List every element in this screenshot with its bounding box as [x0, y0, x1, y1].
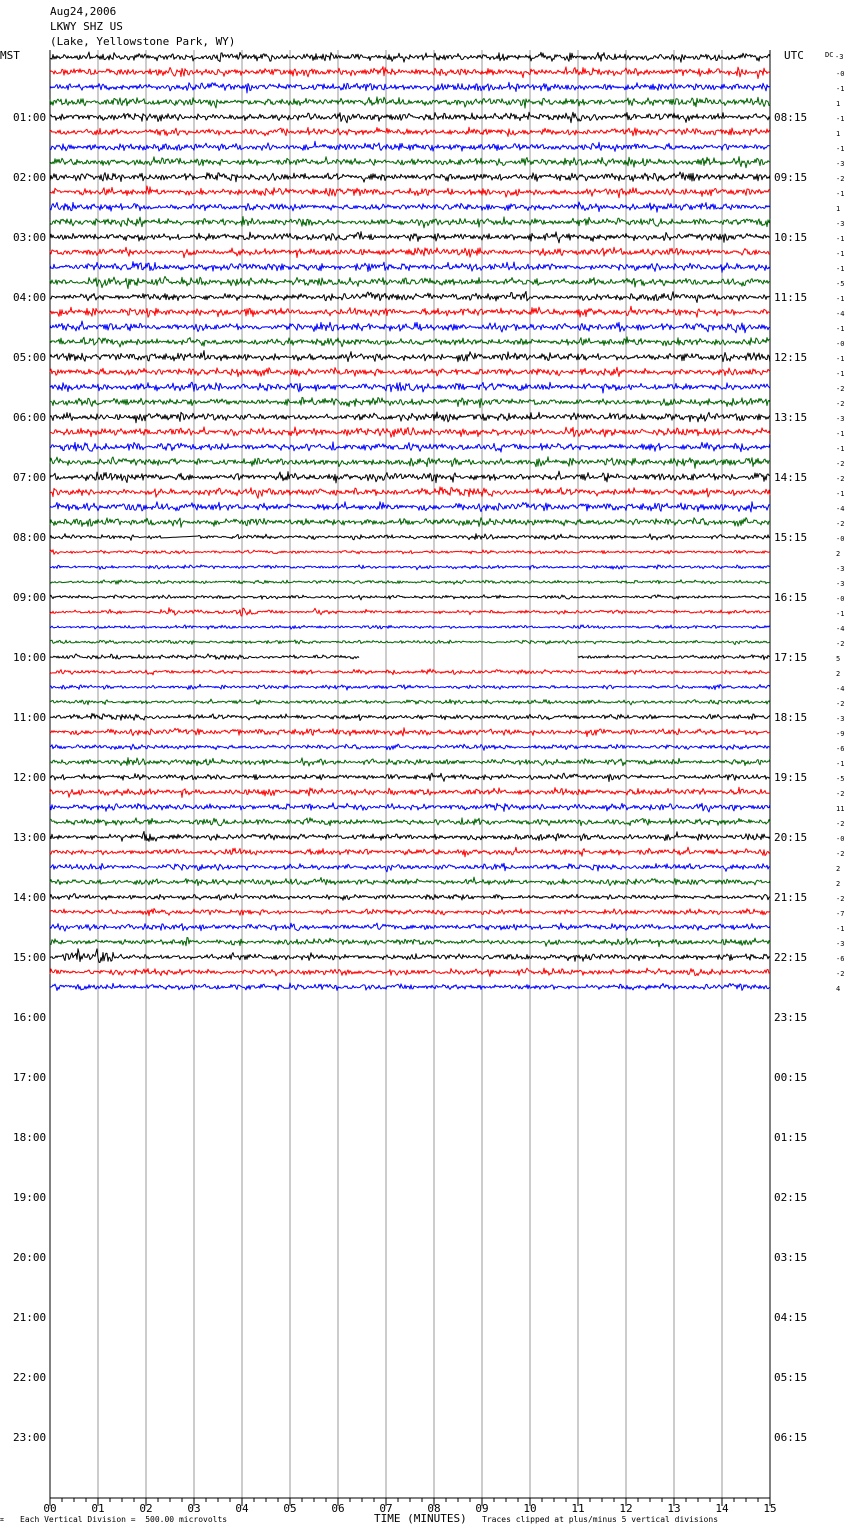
left-hour-label: 09:00 — [13, 591, 47, 604]
trace-line — [50, 669, 770, 675]
dc-offset-label: -2 — [836, 385, 845, 393]
right-hour-label: 05:15 — [774, 1371, 808, 1384]
dc-offset-label: 1 — [836, 100, 841, 108]
right-hour-label: 08:15 — [774, 111, 808, 124]
trace-line — [50, 306, 770, 317]
dc-offset-label: 4 — [836, 985, 841, 993]
dc-offset-label: 2 — [836, 550, 841, 558]
dc-offset-label: -2 — [836, 400, 845, 408]
right-hour-label: 04:15 — [774, 1311, 808, 1324]
trace-line — [50, 442, 770, 452]
trace-line — [50, 487, 770, 498]
dc-offset-label: -1 — [836, 265, 845, 273]
trace-line — [50, 565, 770, 570]
trace-line — [50, 397, 770, 407]
trace-line — [50, 52, 770, 62]
dc-offset-label: -3 — [835, 53, 844, 61]
trace-line — [50, 877, 770, 886]
date-label: Aug24,2006 — [50, 5, 117, 18]
trace-line — [50, 595, 770, 600]
trace-line — [50, 818, 770, 826]
right-hour-label: 20:15 — [774, 831, 808, 844]
trace-line — [50, 983, 770, 991]
right-hour-label: 16:15 — [774, 591, 808, 604]
trace-line — [50, 232, 770, 243]
trace-line — [50, 457, 770, 469]
x-tick-label: 04 — [235, 1502, 249, 1515]
dc-offset-label: -1 — [836, 190, 845, 198]
trace-line — [50, 471, 770, 483]
right-hour-label: 02:15 — [774, 1191, 808, 1204]
right-hour-label: 03:15 — [774, 1251, 808, 1264]
dc-offset-label: -3 — [836, 940, 845, 948]
x-tick-label: 06 — [331, 1502, 345, 1515]
trace-line — [50, 550, 770, 555]
right-hour-label: 01:15 — [774, 1131, 808, 1144]
left-hour-label: 19:00 — [13, 1191, 47, 1204]
trace-line — [50, 157, 770, 168]
trace-line — [50, 502, 770, 512]
dc-offset-label: -2 — [836, 895, 845, 903]
trace-line — [50, 518, 770, 528]
trace-line — [50, 321, 770, 333]
right-hour-label: 11:15 — [774, 291, 808, 304]
dc-offset-label: -1 — [836, 355, 845, 363]
left-hour-label: 13:00 — [13, 831, 47, 844]
right-hour-label: 21:15 — [774, 891, 808, 904]
dc-offset-label: -3 — [836, 580, 845, 588]
trace-line — [50, 894, 770, 901]
dc-offset-label: -1 — [836, 610, 845, 618]
dc-offset-label: -4 — [836, 625, 845, 633]
trace-line — [50, 276, 770, 288]
dc-offset-label: -2 — [836, 790, 845, 798]
right-timezone-label: UTC — [784, 49, 804, 62]
trace-line — [50, 127, 770, 136]
dc-offset-label: -1 — [836, 370, 845, 378]
x-tick-label: 00 — [43, 1502, 57, 1515]
x-tick-label: 10 — [523, 1502, 537, 1515]
dc-offset-label: -0 — [836, 535, 845, 543]
trace-line — [50, 744, 770, 750]
left-hour-label: 05:00 — [13, 351, 47, 364]
dc-offset-label: -1 — [836, 325, 845, 333]
trace-line — [50, 292, 770, 303]
trace-line — [50, 787, 770, 797]
trace-line — [50, 803, 770, 812]
trace-line — [50, 831, 770, 841]
x-tick-label: 02 — [139, 1502, 153, 1515]
trace-line — [50, 382, 770, 393]
left-hour-label: 14:00 — [13, 891, 47, 904]
right-hour-label: 15:15 — [774, 531, 808, 544]
location-label: (Lake, Yellowstone Park, WY) — [50, 35, 236, 48]
dc-offset-label: 1 — [836, 130, 841, 138]
dc-offset-label: -2 — [836, 475, 845, 483]
dc-offset-label: -1 — [836, 490, 845, 498]
trace-line — [50, 247, 770, 258]
dc-offset-label: -2 — [836, 175, 845, 183]
left-hour-label: 15:00 — [13, 951, 47, 964]
trace-line — [50, 863, 770, 871]
dc-offset-label: -1 — [836, 445, 845, 453]
left-hour-label: 01:00 — [13, 111, 47, 124]
trace-line — [50, 640, 770, 645]
trace-line — [50, 773, 770, 782]
dc-offset-label: -2 — [836, 460, 845, 468]
x-tick-label: 03 — [187, 1502, 201, 1515]
dc-offset-label: 2 — [836, 865, 841, 873]
dc-offset-label: -0 — [836, 340, 845, 348]
corner-glyph: ⌗ — [0, 1516, 4, 1524]
dc-offset-label: -2 — [836, 850, 845, 858]
dc-offset-label: -1 — [836, 235, 845, 243]
dc-offset-label: -3 — [836, 715, 845, 723]
trace-line — [50, 713, 770, 720]
dc-offset-label: -2 — [836, 700, 845, 708]
dc-offset-label: 2 — [836, 670, 841, 678]
dc-offset-label: -1 — [836, 925, 845, 933]
left-hour-label: 21:00 — [13, 1311, 47, 1324]
trace-line — [50, 847, 770, 857]
trace-line — [50, 67, 770, 79]
trace-line — [50, 938, 770, 947]
right-hour-label: 09:15 — [774, 171, 808, 184]
right-hour-label: 12:15 — [774, 351, 808, 364]
dc-offset-label: -1 — [836, 760, 845, 768]
left-hour-label: 18:00 — [13, 1131, 47, 1144]
trace-line — [50, 97, 770, 108]
dc-offset-label: -4 — [836, 310, 845, 318]
trace-line — [50, 412, 770, 423]
dc-offset-label: 2 — [836, 880, 841, 888]
right-hour-label: 13:15 — [774, 411, 808, 424]
dc-offset-label: -9 — [836, 730, 845, 738]
trace-line — [50, 625, 770, 629]
left-hour-label: 04:00 — [13, 291, 47, 304]
scale-note: Each Vertical Division = 500.00 microvolts — [20, 1515, 228, 1524]
dc-offset-label: -2 — [836, 520, 845, 528]
trace-line — [50, 427, 770, 437]
dc-offset-label: -5 — [836, 775, 845, 783]
left-hour-label: 17:00 — [13, 1071, 47, 1084]
trace-line — [50, 337, 770, 347]
x-tick-label: 01 — [91, 1502, 105, 1515]
dc-offset-label: 1 — [836, 205, 841, 213]
dc-offset-label: 5 — [836, 655, 841, 663]
trace-line — [50, 580, 770, 585]
clip-note: Traces clipped at plus/minus 5 vertical divisions — [482, 1515, 719, 1524]
dc-offset-label: -1 — [836, 430, 845, 438]
trace-line — [50, 909, 770, 916]
left-hour-label: 23:00 — [13, 1431, 47, 1444]
dc-offset-label: -7 — [836, 910, 845, 918]
x-tick-label: 14 — [715, 1502, 729, 1515]
left-timezone-label: MST — [0, 49, 20, 62]
dc-offset-label: -0 — [836, 835, 845, 843]
left-hour-label: 08:00 — [13, 531, 47, 544]
trace-line — [50, 728, 770, 737]
dc-offset-label: -6 — [836, 745, 845, 753]
trace-line — [50, 351, 770, 363]
trace-line — [50, 262, 770, 273]
trace-line — [50, 654, 770, 660]
left-hour-label: 12:00 — [13, 771, 47, 784]
dc-offset-label: -0 — [836, 70, 845, 78]
trace-line — [50, 367, 770, 376]
trace-line — [50, 186, 770, 198]
x-tick-label: 12 — [619, 1502, 633, 1515]
dc-offset-label: -2 — [836, 640, 845, 648]
trace-line — [50, 968, 770, 976]
left-hour-label: 11:00 — [13, 711, 47, 724]
right-hour-label: 22:15 — [774, 951, 808, 964]
trace-line — [50, 217, 770, 228]
dc-offset-label: -3 — [836, 415, 845, 423]
right-hour-label: 17:15 — [774, 651, 808, 664]
dc-offset-label: -1 — [836, 295, 845, 303]
dc-offset-label: -0 — [836, 595, 845, 603]
trace-line — [50, 949, 770, 963]
left-hour-label: 03:00 — [13, 231, 47, 244]
right-hour-label: 23:15 — [774, 1011, 808, 1024]
dc-offset-label: -1 — [836, 85, 845, 93]
dc-offset-label: -2 — [836, 970, 845, 978]
x-tick-label: 09 — [475, 1502, 489, 1515]
right-hour-label: 00:15 — [774, 1071, 808, 1084]
left-hour-label: 16:00 — [13, 1011, 47, 1024]
right-hour-label: 19:15 — [774, 771, 808, 784]
left-hour-label: 02:00 — [13, 171, 47, 184]
dc-offset-label: -1 — [836, 145, 845, 153]
right-hour-label: 18:15 — [774, 711, 808, 724]
trace-line — [50, 923, 770, 931]
trace-line — [50, 758, 770, 766]
dc-offset-label: -1 — [836, 250, 845, 258]
trace-line — [50, 699, 770, 705]
trace-line — [50, 82, 770, 93]
dc-offset-label: -4 — [836, 505, 845, 513]
trace-line — [50, 534, 770, 541]
trace-line — [50, 141, 770, 151]
trace-line — [50, 684, 770, 690]
x-tick-label: 07 — [379, 1502, 393, 1515]
left-hour-label: 06:00 — [13, 411, 47, 424]
x-tick-label: 11 — [571, 1502, 585, 1515]
dc-offset-label: -1 — [836, 115, 845, 123]
trace-line — [50, 202, 770, 212]
x-tick-label: 08 — [427, 1502, 441, 1515]
trace-line — [50, 172, 770, 182]
left-hour-label: 20:00 — [13, 1251, 47, 1264]
station-label: LKWY SHZ US — [50, 20, 123, 33]
dc-offset-label: -2 — [836, 820, 845, 828]
left-hour-label: 22:00 — [13, 1371, 47, 1384]
trace-line — [50, 608, 770, 617]
dc-offset-label: -6 — [836, 955, 845, 963]
x-tick-label: 13 — [667, 1502, 681, 1515]
x-axis-label: TIME (MINUTES) — [374, 1512, 467, 1525]
right-hour-label: 06:15 — [774, 1431, 808, 1444]
dc-offset-label: -3 — [836, 220, 845, 228]
dc-offset-label: -3 — [836, 160, 845, 168]
dc-offset-label: -4 — [836, 685, 845, 693]
left-hour-label: 10:00 — [13, 651, 47, 664]
x-tick-label: 15 — [763, 1502, 777, 1515]
x-tick-label: 05 — [283, 1502, 297, 1515]
dc-offset-label: -5 — [836, 280, 845, 288]
right-hour-label: 14:15 — [774, 471, 808, 484]
right-hour-label: 10:15 — [774, 231, 808, 244]
dc-offset-label: -3 — [836, 565, 845, 573]
trace-line — [50, 112, 770, 123]
left-hour-label: 07:00 — [13, 471, 47, 484]
dc-offset-label: 11 — [836, 805, 845, 813]
dc-header: DC — [825, 51, 834, 59]
